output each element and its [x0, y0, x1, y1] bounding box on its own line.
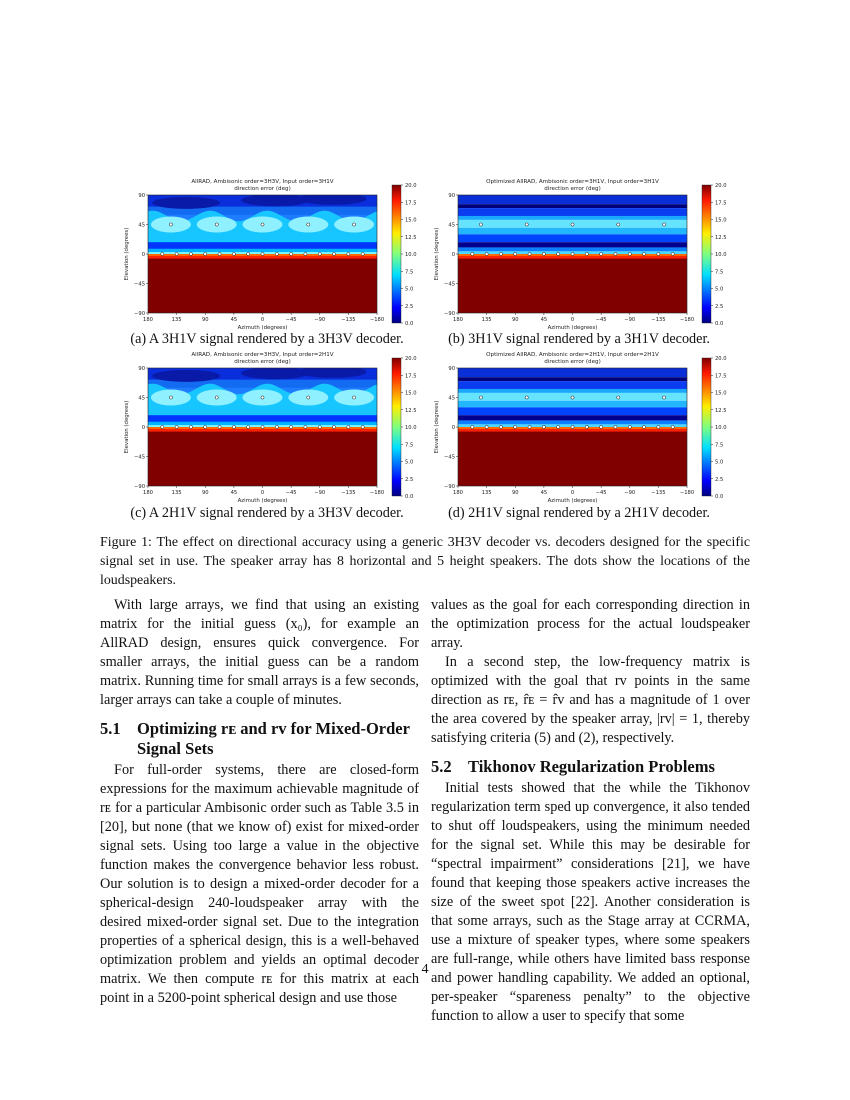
- speaker-dot: [617, 396, 620, 399]
- x-tick-label: −90: [314, 317, 326, 323]
- x-tick-label: −45: [595, 490, 607, 496]
- x-tick-label: 90: [511, 490, 519, 496]
- speaker-dot: [307, 396, 310, 399]
- heatmap-band: [148, 257, 377, 313]
- figure-caption: Figure 1: The effect on directional accuracy using a generic 3H3V decoder vs. decoders designed for the specific signal set in use. The speaker array has 8 horizontal and 5 height speakers. The dots show the locations of the loudspeakers.: [100, 535, 750, 588]
- speaker-dot: [642, 425, 645, 428]
- heatmap-band: [458, 415, 687, 420]
- speaker-dot: [218, 425, 221, 428]
- colorbar: [392, 185, 401, 323]
- colorbar-tick-label: 10.0: [405, 425, 417, 431]
- y-tick-label: 0: [451, 252, 455, 258]
- colorbar-tick-label: 2.5: [405, 476, 414, 483]
- heatmap-band: [458, 256, 687, 259]
- chart-subtitle: direction error (deg): [234, 359, 291, 365]
- x-tick-label: −90: [624, 317, 636, 323]
- speaker-dot: [628, 425, 631, 428]
- colorbar-tick-label: 0.0: [405, 321, 414, 327]
- y-axis-label: Elevation (degrees): [124, 400, 130, 454]
- x-tick-label: −180: [679, 317, 695, 323]
- heatmap-band: [458, 407, 687, 415]
- paragraph: In a second step, the low-frequency matrix is optimized with the goal that rᴠ points in the same direction as rᴇ, r̂ᴇ = r̂ᴠ and has a magnitude of 1 over the area covered by the speaker array, |rᴠ| = 1, thereby satisfying criteria (5) and (2), respectively.: [431, 654, 750, 746]
- colorbar: [392, 358, 401, 496]
- section-number: 5.2: [431, 757, 452, 776]
- heatmap-blob: [152, 370, 220, 382]
- colorbar-tick-label: 2.5: [405, 303, 414, 310]
- colorbar-tick-label: 5.0: [715, 286, 724, 293]
- speaker-dot: [353, 396, 356, 399]
- speaker-dot: [307, 223, 310, 226]
- y-tick-label: −45: [134, 281, 145, 288]
- speaker-dot: [304, 252, 307, 255]
- speaker-dot: [528, 425, 531, 428]
- section-title: Optimizing rᴇ and rᴠ for Mixed-Order Signal Sets: [137, 719, 410, 758]
- heatmap-band: [458, 195, 687, 204]
- speaker-dot: [557, 425, 560, 428]
- heatmap-band: [458, 430, 687, 486]
- colorbar-tick-label: 5.0: [405, 286, 414, 293]
- colorbar-tick-label: 5.0: [715, 459, 724, 466]
- speaker-dot: [479, 396, 482, 399]
- y-tick-label: 0: [451, 425, 455, 431]
- chart-subtitle: direction error (deg): [544, 186, 601, 192]
- x-tick-label: 180: [453, 490, 463, 496]
- paragraph: values as the goal for each corresponding direction in the optimization process for the actual loudspeaker array.: [431, 597, 750, 651]
- x-tick-label: 135: [171, 490, 182, 496]
- y-tick-label: −45: [444, 454, 455, 461]
- x-tick-label: 0: [570, 490, 575, 496]
- speaker-dot: [275, 425, 278, 428]
- x-tick-label: −135: [341, 317, 356, 323]
- colorbar-tick-label: 15.0: [405, 390, 417, 397]
- x-tick-label: 180: [143, 317, 153, 323]
- colorbar-tick-label: 7.5: [715, 442, 724, 449]
- x-tick-label: −45: [285, 317, 297, 323]
- speaker-dot: [617, 223, 620, 226]
- y-tick-label: 45: [448, 395, 455, 402]
- speaker-dot: [671, 252, 674, 255]
- y-tick-label: −45: [444, 281, 455, 288]
- heatmap-d: [430, 348, 750, 518]
- x-tick-label: −135: [341, 490, 356, 496]
- colorbar-tick-label: 20.0: [405, 183, 417, 189]
- speaker-dot: [663, 223, 666, 226]
- paragraph: With large arrays, we find that using an existing matrix for the initial guess (x₀), for example an AllRAD design, ensures quick convergence. For smaller arrays, the initial guess can be a random matrix. Running time for small arrays is a few seconds, larger arrays can take a couple of minutes.: [100, 597, 419, 708]
- colorbar-tick-label: 0.0: [405, 494, 414, 500]
- speaker-dot: [304, 425, 307, 428]
- speaker-dot: [471, 425, 474, 428]
- y-tick-label: −45: [134, 454, 145, 461]
- colorbar-tick-label: 2.5: [715, 476, 724, 483]
- colorbar-tick-label: 15.0: [715, 390, 727, 397]
- heatmap-band: [458, 377, 687, 381]
- x-tick-label: −135: [651, 490, 666, 496]
- heatmap-band: [458, 242, 687, 247]
- heatmap-band: [458, 381, 687, 389]
- speaker-dot: [161, 252, 164, 255]
- speaker-dot: [332, 252, 335, 255]
- y-tick-label: 90: [448, 366, 455, 372]
- heatmap-band: [458, 401, 687, 408]
- x-tick-label: 135: [481, 317, 492, 323]
- speaker-dot: [261, 252, 264, 255]
- y-tick-label: 45: [138, 222, 145, 229]
- colorbar-tick-label: 7.5: [405, 269, 414, 276]
- heatmap-band: [458, 429, 687, 432]
- speaker-dot: [189, 425, 192, 428]
- chart-title: Optimized AllRAD, Ambisonic order=2H1V, Input order=2H1V: [486, 352, 659, 358]
- x-axis-label: Azimuth (degrees): [237, 325, 288, 331]
- speaker-dot: [485, 425, 488, 428]
- speaker-dot: [557, 252, 560, 255]
- y-tick-label: 0: [141, 252, 145, 258]
- heatmap-band: [458, 216, 687, 220]
- section-title: Tikhonov Regularization Problems: [468, 757, 715, 776]
- section-heading-5-2: [431, 757, 750, 777]
- left-column: [100, 596, 419, 1008]
- speaker-dot: [628, 252, 631, 255]
- x-tick-label: −45: [595, 317, 607, 323]
- heatmap-band: [458, 368, 687, 377]
- colorbar-tick-label: 7.5: [405, 442, 414, 449]
- speaker-dot: [353, 223, 356, 226]
- colorbar-tick-label: 20.0: [405, 356, 417, 362]
- x-axis-label: Azimuth (degrees): [237, 498, 288, 504]
- speaker-dot: [161, 425, 164, 428]
- heatmap-band: [458, 204, 687, 208]
- x-tick-label: −135: [651, 317, 666, 323]
- speaker-dot: [471, 252, 474, 255]
- heatmap-blob: [241, 367, 309, 379]
- speaker-dot: [232, 425, 235, 428]
- speaker-dot: [542, 425, 545, 428]
- speaker-dot: [485, 252, 488, 255]
- speaker-dot: [215, 396, 218, 399]
- chart-subtitle: direction error (deg): [234, 186, 291, 192]
- heatmap-band: [148, 430, 377, 486]
- colorbar-tick-label: 12.5: [715, 234, 727, 241]
- subcaption-c: (c) A 2H1V signal rendered by a 3H3V decoder.: [130, 505, 404, 521]
- speaker-dot: [663, 396, 666, 399]
- panel-d: [430, 348, 750, 518]
- speaker-dot: [525, 223, 528, 226]
- y-axis-label: Elevation (degrees): [124, 227, 130, 281]
- y-tick-label: 90: [138, 366, 145, 372]
- speaker-dot: [332, 425, 335, 428]
- chart-title: AllRAD, Ambisonic order=3H3V, Input order=3H1V: [191, 179, 334, 185]
- colorbar-tick-label: 10.0: [715, 425, 727, 431]
- x-tick-label: −90: [624, 490, 636, 496]
- heatmap-c: [120, 348, 440, 518]
- y-tick-label: −90: [444, 311, 455, 317]
- speaker-dot: [218, 252, 221, 255]
- heatmap-band: [458, 420, 687, 424]
- colorbar-tick-label: 20.0: [715, 183, 727, 189]
- colorbar-tick-label: 0.0: [715, 321, 724, 327]
- speaker-dot: [528, 252, 531, 255]
- speaker-dot: [247, 252, 250, 255]
- speaker-dot: [514, 425, 517, 428]
- speaker-dot: [585, 425, 588, 428]
- section-number: 5.1: [100, 719, 121, 738]
- x-tick-label: 45: [230, 490, 238, 496]
- heatmap-band: [458, 247, 687, 251]
- speaker-dot: [571, 223, 574, 226]
- colorbar-tick-label: 12.5: [405, 234, 417, 241]
- heatmap-band: [458, 208, 687, 216]
- paragraph: For full-order systems, there are closed-form expressions for the maximum achievable magnitude of rᴇ for a particular Ambisonic order such as Table 3.5 in [20], but none (that we know of) exist for mixed-order signal sets. Using too large a value in the objective function makes the convergence behavior less robust. Our solution is to design a mixed-order decoder for a spherical-design 240-loudspeaker array with the desired mixed-order signal set. Due to the integration properties of a spherical design, this is a well-behaved optimization problem and yields an optimal decoder matrix. We then compute rᴇ for this matrix at each point in a 5200-point spherical design and use those: [100, 762, 419, 1006]
- chart-title: AllRAD, Ambisonic order=3H3V, Input order=2H1V: [191, 352, 334, 358]
- heatmap-band: [458, 257, 687, 313]
- panel-a: [120, 175, 440, 345]
- y-tick-label: 45: [138, 395, 145, 402]
- speaker-dot: [247, 425, 250, 428]
- speaker-dot: [614, 425, 617, 428]
- speaker-dot: [318, 425, 321, 428]
- colorbar: [702, 185, 711, 323]
- y-axis-label: Elevation (degrees): [434, 400, 440, 454]
- speaker-dot: [571, 425, 574, 428]
- speaker-dot: [514, 252, 517, 255]
- subcaption-d: (d) 2H1V signal rendered by a 2H1V decoder.: [448, 505, 710, 521]
- speaker-dot: [499, 252, 502, 255]
- colorbar-tick-label: 7.5: [715, 269, 724, 276]
- x-axis-label: Azimuth (degrees): [547, 498, 598, 504]
- x-tick-label: 135: [171, 317, 182, 323]
- colorbar-tick-label: 15.0: [715, 217, 727, 224]
- colorbar-tick-label: 17.5: [405, 200, 417, 207]
- panel-b: [430, 175, 750, 345]
- colorbar-tick-label: 5.0: [405, 459, 414, 466]
- y-tick-label: −90: [134, 311, 145, 317]
- y-tick-label: −90: [134, 484, 145, 490]
- paragraph: Initial tests showed that the while the Tikhonov regularization term sped up convergence, it also tended to shut off loudspeakers, using the minimum needed for the signal set. While this may be desirable for “spectral impairment” considerations [21], we have found that keeping those speakers active increases the size of the sweet spot [22]. Another consideration is that some arrays, such as the Stage array at CCRMA, use a mixture of speaker types, where some speakers are full-range, while others have limited bass response and power handling capability. We added an optional, per-speaker “spareness penalty” to the objective function to allow a user to specify that some: [431, 780, 750, 1024]
- speaker-dot: [261, 223, 264, 226]
- speaker-dot: [525, 396, 528, 399]
- x-tick-label: 90: [511, 317, 519, 323]
- heatmap-blob: [152, 197, 220, 209]
- speaker-dot: [290, 425, 293, 428]
- x-tick-label: 0: [570, 317, 575, 323]
- x-tick-label: 90: [201, 317, 209, 323]
- y-tick-label: 90: [448, 193, 455, 199]
- colorbar-tick-label: 0.0: [715, 494, 724, 500]
- x-tick-label: 0: [260, 490, 265, 496]
- speaker-dot: [189, 252, 192, 255]
- colorbar-tick-label: 20.0: [715, 356, 727, 362]
- x-tick-label: 180: [143, 490, 153, 496]
- colorbar-tick-label: 15.0: [405, 217, 417, 224]
- speaker-dot: [361, 425, 364, 428]
- speaker-dot: [261, 396, 264, 399]
- x-tick-label: 0: [260, 317, 265, 323]
- page-number: 4: [421, 962, 429, 977]
- colorbar-tick-label: 17.5: [715, 200, 727, 207]
- subcaption-a: (a) A 3H1V signal rendered by a 3H3V decoder.: [130, 331, 404, 347]
- x-tick-label: −180: [679, 490, 695, 496]
- x-tick-label: 135: [481, 490, 492, 496]
- speaker-dot: [600, 425, 603, 428]
- heatmap-band: [458, 228, 687, 235]
- heatmap-b: [430, 175, 750, 345]
- x-tick-label: 45: [230, 317, 238, 323]
- speaker-dot: [175, 425, 178, 428]
- speaker-dot: [571, 396, 574, 399]
- heatmap-band: [148, 256, 377, 259]
- x-tick-label: −90: [314, 490, 326, 496]
- subcaption-b: (b) 3H1V signal rendered by a 3H1V decoder.: [448, 331, 710, 347]
- speaker-dot: [542, 252, 545, 255]
- chart-subtitle: direction error (deg): [544, 359, 601, 365]
- heatmap-band: [458, 389, 687, 393]
- speaker-dot: [290, 252, 293, 255]
- speaker-dot: [169, 396, 172, 399]
- speaker-dot: [571, 252, 574, 255]
- x-tick-label: −180: [369, 317, 385, 323]
- speaker-dot: [204, 425, 207, 428]
- colorbar-tick-label: 17.5: [715, 373, 727, 380]
- x-tick-label: 45: [540, 490, 548, 496]
- x-tick-label: −45: [285, 490, 297, 496]
- section-heading-5-1: [100, 719, 419, 759]
- speaker-dot: [175, 252, 178, 255]
- heatmap-a: [120, 175, 440, 345]
- x-tick-label: 45: [540, 317, 548, 323]
- speaker-dot: [479, 223, 482, 226]
- speaker-dot: [275, 252, 278, 255]
- y-tick-label: 90: [138, 193, 145, 199]
- colorbar: [702, 358, 711, 496]
- speaker-dot: [169, 223, 172, 226]
- speaker-dot: [657, 425, 660, 428]
- x-tick-label: 180: [453, 317, 463, 323]
- colorbar-tick-label: 2.5: [715, 303, 724, 310]
- speaker-dot: [318, 252, 321, 255]
- x-tick-label: 90: [201, 490, 209, 496]
- x-axis-label: Azimuth (degrees): [547, 325, 598, 331]
- speaker-dot: [671, 425, 674, 428]
- panel-c: [120, 348, 440, 518]
- speaker-dot: [585, 252, 588, 255]
- y-axis-label: Elevation (degrees): [434, 227, 440, 281]
- speaker-dot: [204, 252, 207, 255]
- colorbar-tick-label: 12.5: [715, 407, 727, 414]
- speaker-dot: [347, 425, 350, 428]
- x-tick-label: −180: [369, 490, 385, 496]
- colorbar-tick-label: 10.0: [715, 252, 727, 258]
- chart-title: Optimized AllRAD, Ambisonic order=3H1V, Input order=3H1V: [486, 179, 659, 185]
- heatmap-band: [458, 234, 687, 242]
- y-tick-label: 0: [141, 425, 145, 431]
- colorbar-tick-label: 17.5: [405, 373, 417, 380]
- speaker-dot: [499, 425, 502, 428]
- speaker-dot: [347, 252, 350, 255]
- speaker-dot: [215, 223, 218, 226]
- speaker-dot: [642, 252, 645, 255]
- y-tick-label: 45: [448, 222, 455, 229]
- heatmap-blob: [241, 194, 309, 206]
- speaker-dot: [232, 252, 235, 255]
- speaker-dot: [361, 252, 364, 255]
- speaker-dot: [657, 252, 660, 255]
- colorbar-tick-label: 10.0: [405, 252, 417, 258]
- heatmap-band: [148, 429, 377, 432]
- y-tick-label: −90: [444, 484, 455, 490]
- colorbar-tick-label: 12.5: [405, 407, 417, 414]
- speaker-dot: [600, 252, 603, 255]
- speaker-dot: [614, 252, 617, 255]
- speaker-dot: [261, 425, 264, 428]
